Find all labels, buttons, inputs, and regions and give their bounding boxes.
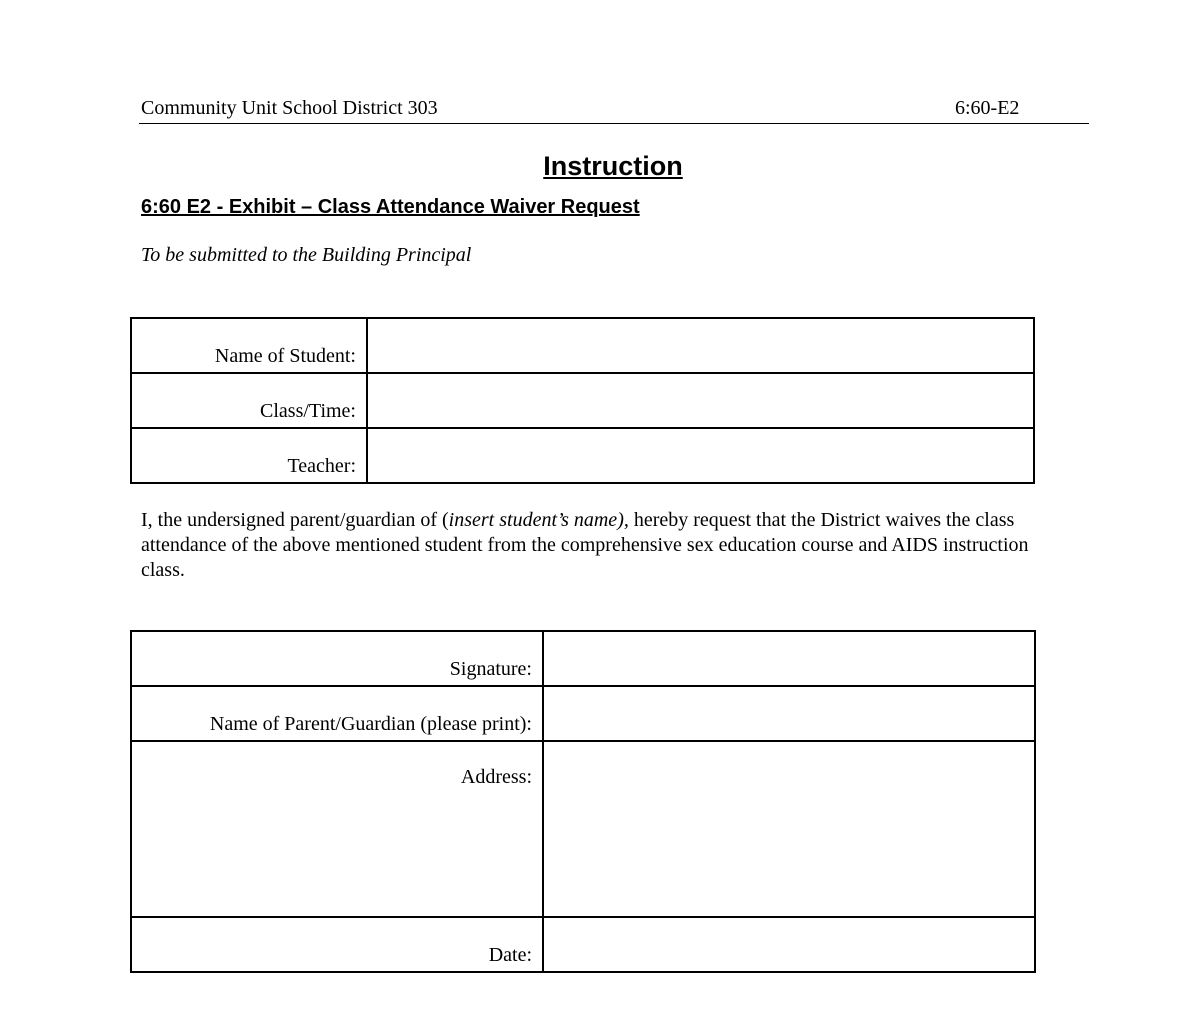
header-divider bbox=[139, 123, 1089, 124]
exhibit-title: 6:60 E2 - Exhibit – Class Attendance Waiver Request bbox=[141, 196, 640, 218]
date-label: Date: bbox=[131, 917, 543, 972]
table-row bbox=[131, 428, 1034, 483]
page-title: Instruction bbox=[543, 151, 683, 181]
table-row bbox=[131, 686, 1035, 741]
statement-placeholder: insert student’s name), bbox=[448, 509, 629, 531]
table-row bbox=[131, 318, 1034, 373]
policy-code: 6:60-E2 bbox=[955, 97, 1020, 119]
district-name: Community Unit School District 303 bbox=[141, 97, 438, 119]
table-row bbox=[131, 631, 1035, 686]
statement-text: I, the undersigned parent/guardian of ( bbox=[141, 509, 449, 531]
student-name-label: Name of Student: bbox=[131, 318, 367, 373]
table-row bbox=[131, 917, 1035, 972]
address-label: Address: bbox=[131, 741, 543, 917]
parent-name-label: Name of Parent/Guardian (please print): bbox=[131, 686, 543, 741]
submission-note: To be submitted to the Building Principal bbox=[141, 244, 472, 266]
parent-name-field[interactable] bbox=[543, 686, 1035, 741]
signature-label: Signature: bbox=[131, 631, 543, 686]
student-info-table bbox=[130, 317, 1035, 484]
waiver-statement bbox=[141, 508, 1071, 583]
student-name-field[interactable] bbox=[367, 318, 1034, 373]
date-field[interactable] bbox=[543, 917, 1035, 972]
class-time-label: Class/Time: bbox=[131, 373, 367, 428]
teacher-label: Teacher: bbox=[131, 428, 367, 483]
class-time-field[interactable] bbox=[367, 373, 1034, 428]
address-field[interactable] bbox=[543, 741, 1035, 917]
statement-text: hereby request that the District waives the class attendance of the above mentioned student from the comprehensive sex education course and AIDS instruction class. bbox=[141, 509, 1029, 581]
signature-field[interactable] bbox=[543, 631, 1035, 686]
teacher-field[interactable] bbox=[367, 428, 1034, 483]
table-row bbox=[131, 741, 1035, 917]
table-row bbox=[131, 373, 1034, 428]
parent-info-table bbox=[130, 630, 1036, 973]
